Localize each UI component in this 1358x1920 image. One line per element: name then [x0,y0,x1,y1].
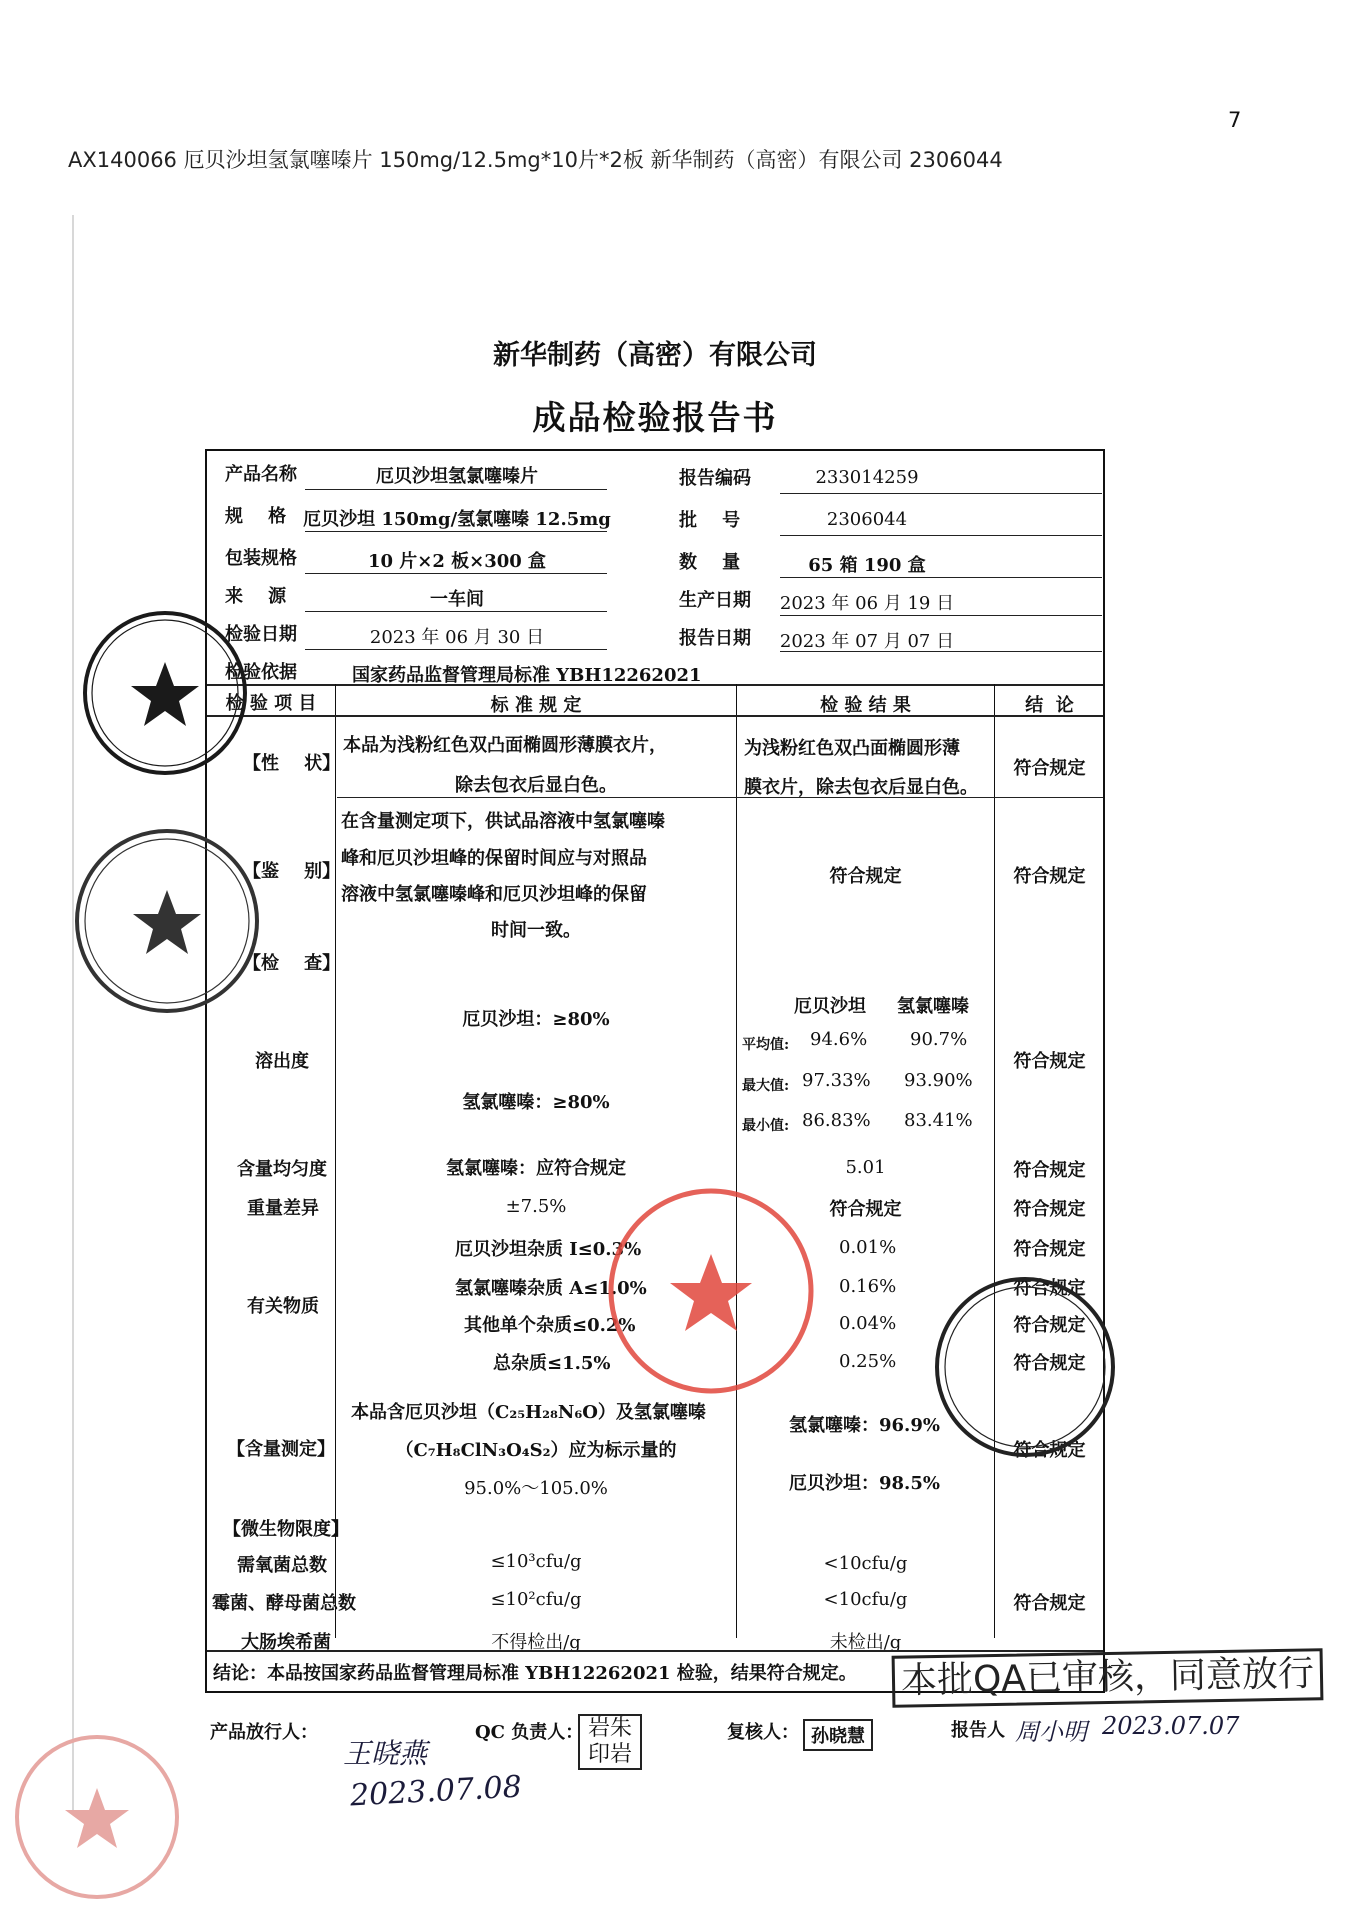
document-title: 成品检验报告书 [532,398,778,437]
uniformity-result: 5.01 [845,1157,886,1178]
basis-label: 检验依据 [225,662,297,683]
column-rule [994,684,995,1638]
microbial-standard: ≤10²cfu/g [490,1589,582,1610]
identification-standard: 溶液中氢氯噻嗪峰和厄贝沙坦峰的保留 [341,884,647,905]
release-label: 产品放行人： [210,1722,318,1743]
report-form [205,449,1105,1693]
microbial-item: 霉菌、酵母菌总数 [212,1593,356,1614]
assay-conclusion: 符合规定 [1013,1440,1086,1461]
report-date-value: 2023 年 07 月 07 日 [779,631,955,652]
assay-result-hctz: 氢氯噻嗪：96.9% [789,1415,940,1436]
assay-standard: 本品含厄贝沙坦（C₂₅H₂₈N₆O）及氢氯噻嗪 [351,1402,706,1423]
identification-result: 符合规定 [829,866,902,887]
dissolution-col-hctz: 氢氯噻嗪 [897,996,969,1017]
character-standard: 除去包衣后显白色。 [455,775,617,796]
item-assay: 【含量测定】 [227,1439,335,1460]
microbial-standard: ≤10³cfu/g [490,1551,582,1572]
reporter-label: 报告人 [951,1720,1005,1741]
source-value: 一车间 [430,589,484,610]
dissolution-standard: 氢氯噻嗪：≥80% [462,1092,610,1113]
dissolution-avg-1: 94.6% [810,1029,868,1050]
page-number: 7 [1228,108,1242,132]
qc-seal-1 [80,608,250,778]
underline [780,535,1102,536]
package-value: 10 片×2 板×300 盒 [367,551,547,572]
spec-value: 厄贝沙坦 150mg/氢氯噻嗪 12.5mg [303,509,611,530]
microbial-result: <10cfu/g [823,1589,908,1610]
row-rule [337,797,1103,798]
dissolution-standard: 厄贝沙坦：≥80% [462,1009,610,1030]
item-dissolution: 溶出度 [255,1051,309,1072]
col-header-item: 检 验 项 目 [225,693,317,714]
microbial-standard: 不得检出/g [491,1632,581,1653]
report-date-label: 报告日期 [679,628,751,649]
microbial-result: 未检出/g [829,1632,902,1653]
identification-conclusion: 符合规定 [1013,866,1086,887]
assay-standard: （C₇H₈ClN₃O₄S₂）应为标示量的 [395,1440,677,1461]
dissolution-max-2: 93.90% [904,1070,973,1091]
character-conclusion: 符合规定 [1013,758,1086,779]
assay-result-irbesartan: 厄贝沙坦：98.5% [789,1473,940,1494]
identification-standard: 时间一致。 [491,920,581,941]
reporter-signature: 周小明 [1015,1718,1087,1746]
product-name-label: 产品名称 [225,464,297,485]
document-header-line: AX140066 厄贝沙坦氢氯噻嗪片 150mg/12.5mg*10片*2板 新华制药（高密）有限公司 2306044 [68,148,1003,172]
column-rule [736,684,737,1638]
quantity-value: 65 箱 190 盒 [808,555,926,576]
impurity-conclusion: 符合规定 [1013,1239,1086,1260]
character-result: 膜衣片，除去包衣后显白色。 [744,777,978,798]
impurity-standard: 总杂质≤1.5% [493,1353,611,1374]
dissolution-conclusion: 符合规定 [1013,1051,1086,1072]
product-name-value: 厄贝沙坦氢氯噻嗪片 [376,466,538,487]
weight-conclusion: 符合规定 [1013,1199,1086,1220]
reviewer-label: 复核人： [727,1722,799,1743]
report-no-label: 报告编码 [679,468,751,489]
item-character: 【性 状】 [243,753,341,774]
dissolution-max-1: 97.33% [802,1070,871,1091]
assay-standard: 95.0%～105.0% [464,1478,608,1499]
col-header-result: 检 验 结 果 [820,695,911,716]
conclusion-rule [207,1650,1103,1652]
impurity-standard: 其他单个杂质≤0.2% [464,1315,636,1336]
weight-standard: ±7.5% [505,1196,567,1217]
reviewer-name-stamp: 孙晓慧 [803,1719,873,1751]
source-label: 来 源 [225,586,287,607]
item-check: 【检 查】 [243,953,341,974]
item-microbial: 【微生物限度】 [223,1519,349,1540]
basis-value: 国家药品监督管理局标准 YBH12262021 [352,665,702,686]
item-identification: 【鉴 别】 [243,861,341,882]
dissolution-avg-2: 90.7% [910,1029,968,1050]
production-date-label: 生产日期 [679,590,751,611]
qc-label: QC 负责人： [475,1722,584,1743]
impurity-standard: 氢氯噻嗪杂质 A≤1.0% [455,1278,647,1299]
table-top-rule [207,684,1103,686]
impurity-result: 0.25% [839,1351,897,1372]
weight-result: 符合规定 [829,1199,902,1220]
dissolution-max-label: 最大值: [742,1078,790,1094]
report-no-value: 233014259 [815,467,919,488]
item-uniformity: 含量均匀度 [237,1159,327,1180]
qc-seal-3 [930,1272,1120,1462]
production-date-value: 2023 年 06 月 19 日 [779,593,955,614]
column-rule [335,684,336,1638]
uniformity-standard: 氢氯噻嗪：应符合规定 [446,1158,626,1179]
item-related-substances: 有关物质 [247,1296,319,1317]
quantity-label: 数 量 [679,552,741,573]
dissolution-min-label: 最小值: [742,1118,790,1134]
spec-label: 规 格 [225,506,287,527]
dissolution-min-2: 83.41% [904,1110,973,1131]
release-date: 2023.07.08 [349,1769,523,1814]
qc-seal-2 [72,826,262,1016]
company-name: 新华制药（高密）有限公司 [493,340,817,371]
test-date-label: 检验日期 [225,624,297,645]
conclusion-text: 结论：本品按国家药品监督管理局标准 YBH12262021 检验，结果符合规定。 [213,1663,857,1684]
microbial-item: 大肠埃希菌 [241,1632,331,1653]
underline [305,611,607,612]
dissolution-avg-label: 平均值: [742,1037,790,1053]
impurity-result: 0.01% [839,1237,897,1258]
qa-release-stamp: 本批QA已审核，同意放行 [892,1648,1324,1708]
identification-standard: 峰和厄贝沙坦峰的保留时间应与对照品 [341,848,647,869]
microbial-result: <10cfu/g [823,1553,908,1574]
qc-name-seal: 岩朱印岩 [578,1714,642,1770]
character-result: 为浅粉红色双凸面椭圆形薄 [744,738,960,759]
impurity-conclusion: 符合规定 [1013,1278,1086,1299]
microbial-conclusion: 符合规定 [1013,1593,1086,1614]
release-signature: 王晓燕 [343,1737,428,1770]
underline [780,615,1102,616]
dissolution-col-irbesartan: 厄贝沙坦 [794,996,866,1017]
impurity-standard: 厄贝沙坦杂质 I≤0.3% [455,1239,642,1260]
underline [305,531,607,532]
underline [780,577,1102,578]
reporter-date: 2023.07.07 [1102,1712,1240,1740]
underline [780,651,1102,652]
item-weight-variation: 重量差异 [247,1198,319,1219]
impurity-result: 0.04% [839,1313,897,1334]
underline [305,649,607,650]
col-header-standard: 标 准 规 定 [490,695,582,716]
impurity-result: 0.16% [839,1276,897,1297]
underline [780,493,1102,494]
identification-standard: 在含量测定项下，供试品溶液中氢氯噻嗪 [341,811,665,832]
character-standard: 本品为浅粉红色双凸面椭圆形薄膜衣片， [343,735,667,756]
test-date-value: 2023 年 06 月 30 日 [369,627,545,648]
col-header-conclusion: 结 论 [1025,695,1074,716]
uniformity-conclusion: 符合规定 [1013,1160,1086,1181]
microbial-item: 需氧菌总数 [237,1555,327,1576]
underline [305,573,607,574]
underline [305,489,607,490]
batch-label: 批 号 [679,510,741,531]
dissolution-min-1: 86.83% [802,1110,871,1131]
batch-value: 2306044 [826,509,908,530]
bottom-distributor-seal [2,1722,192,1902]
impurity-conclusion: 符合规定 [1013,1353,1086,1374]
impurity-conclusion: 符合规定 [1013,1315,1086,1336]
red-quality-seal [606,1186,816,1396]
package-label: 包装规格 [225,548,297,569]
